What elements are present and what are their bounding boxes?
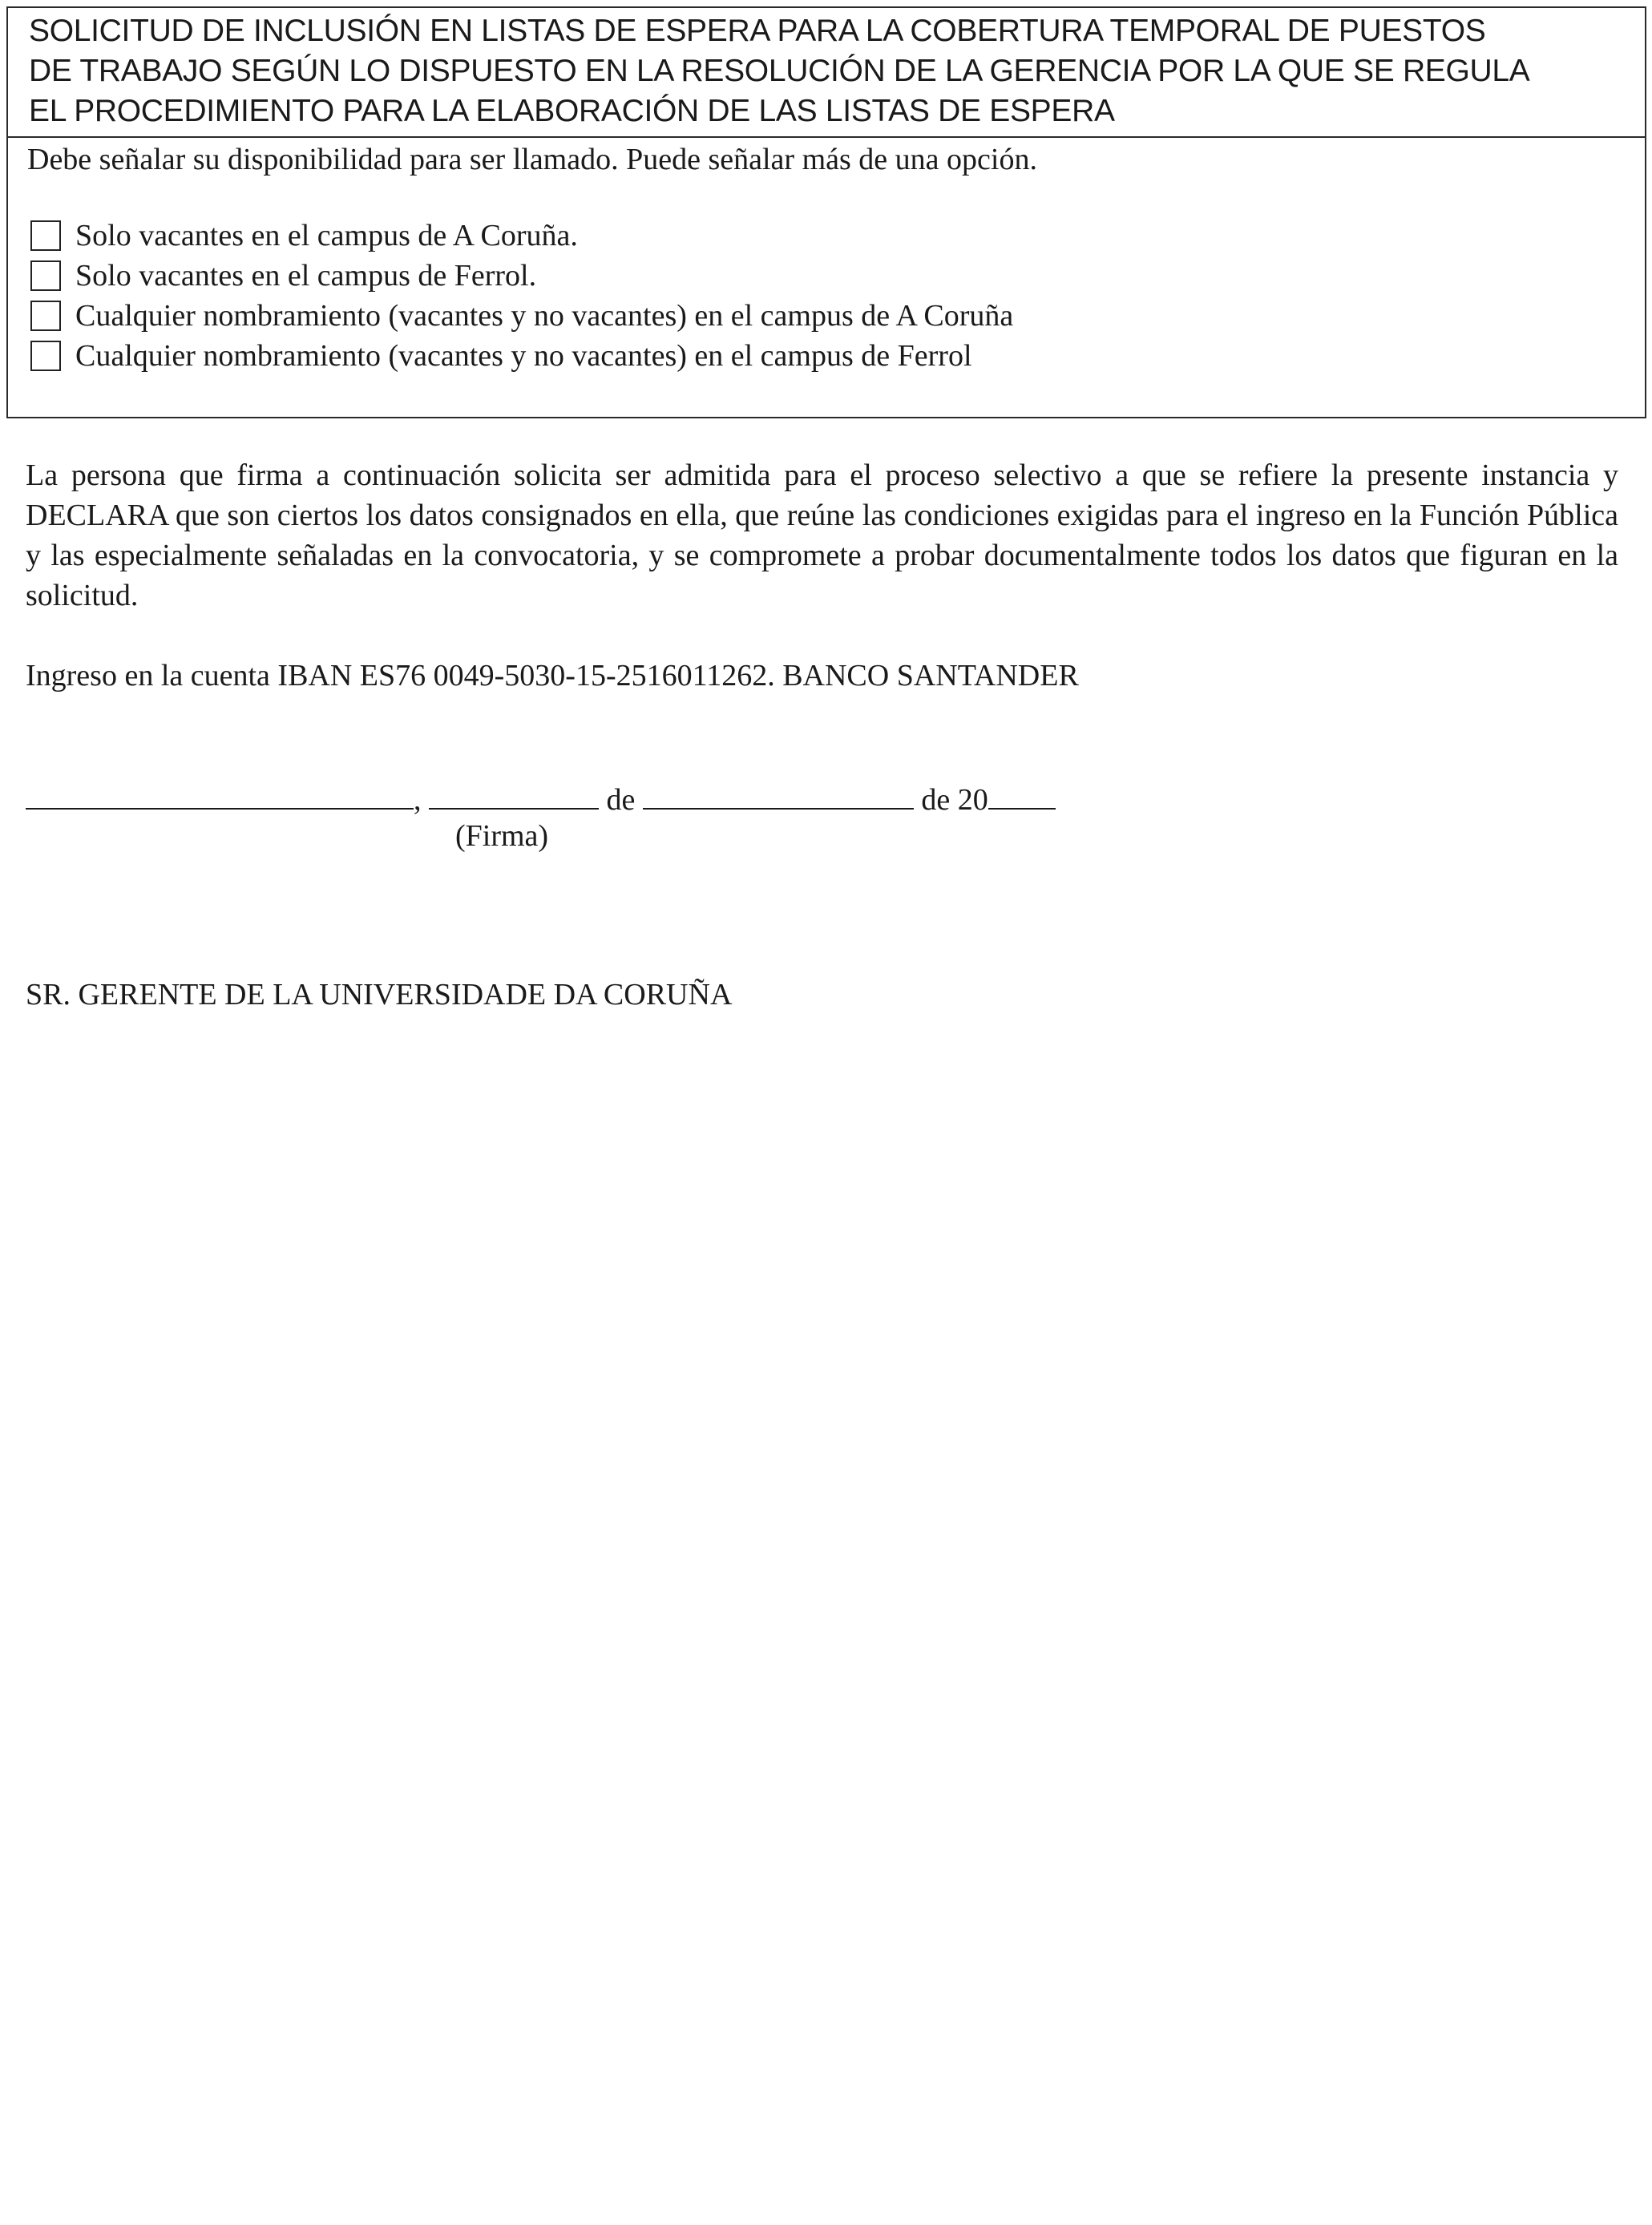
option-label: Cualquier nombramiento (vacantes y no vacantes) en el campus de A Coruña: [75, 299, 1014, 333]
month-blank-field[interactable]: [643, 776, 914, 810]
payment-account: Ingreso en la cuenta IBAN ES76 0049-5030-15-2516011262. BANCO SANTANDER: [26, 659, 1079, 693]
availability-options: [30, 216, 1013, 376]
availability-option-ferrol-any[interactable]: [30, 336, 1013, 376]
checkbox[interactable]: [30, 341, 61, 371]
option-label: Cualquier nombramiento (vacantes y no vacantes) en el campus de Ferrol: [75, 339, 972, 373]
day-blank-field[interactable]: [429, 776, 599, 810]
declaration-paragraph: La persona que firma a continuación solicita ser admitida para el proceso selectivo a que se refiere la presente instancia y DECLARA que son ciertos los datos consignados en ella, que reúne las condiciones exigidas para el ingreso en la Función Pública y las especialmente señaladas en la convocatoria, y se compromete a probar documentalmente todos los datos que figuran en la solicitud.: [26, 458, 1618, 612]
form-header-box: [6, 6, 1646, 136]
year-prefix-label: de 20: [921, 783, 988, 817]
checkbox[interactable]: [30, 301, 61, 331]
signature-caption: (Firma): [455, 819, 549, 853]
form-title: [29, 11, 1624, 131]
year-blank-field[interactable]: [988, 776, 1056, 810]
comma-separator: ,: [414, 783, 422, 817]
de-label: de: [606, 783, 636, 817]
checkbox[interactable]: [30, 220, 61, 251]
availability-option-coruna-vacancies[interactable]: [30, 216, 1013, 256]
option-label: Solo vacantes en el campus de Ferrol.: [75, 259, 537, 293]
availability-section: [6, 136, 1646, 418]
place-date-line: [26, 776, 1056, 820]
availability-instructions: Debe señalar su disponibilidad para ser llamado. Puede señalar más de una opción.: [27, 143, 1037, 176]
option-label: Solo vacantes en el campus de A Coruña.: [75, 219, 578, 252]
recipient-line: SR. GERENTE DE LA UNIVERSIDADE DA CORUÑA: [26, 978, 733, 1012]
form-title-line: EL PROCEDIMIENTO PARA LA ELABORACIÓN DE LAS LISTAS DE ESPERA: [29, 94, 1115, 128]
checkbox[interactable]: [30, 260, 61, 291]
availability-option-ferrol-vacancies[interactable]: [30, 256, 1013, 296]
availability-option-coruna-any[interactable]: [30, 296, 1013, 336]
form-title-line: SOLICITUD DE INCLUSIÓN EN LISTAS DE ESPERA PARA LA COBERTURA TEMPORAL DE PUESTOS: [29, 14, 1486, 48]
place-blank-field[interactable]: [26, 776, 414, 810]
form-title-line: DE TRABAJO SEGÚN LO DISPUESTO EN LA RESOLUCIÓN DE LA GERENCIA POR LA QUE SE REGULA: [29, 54, 1530, 88]
